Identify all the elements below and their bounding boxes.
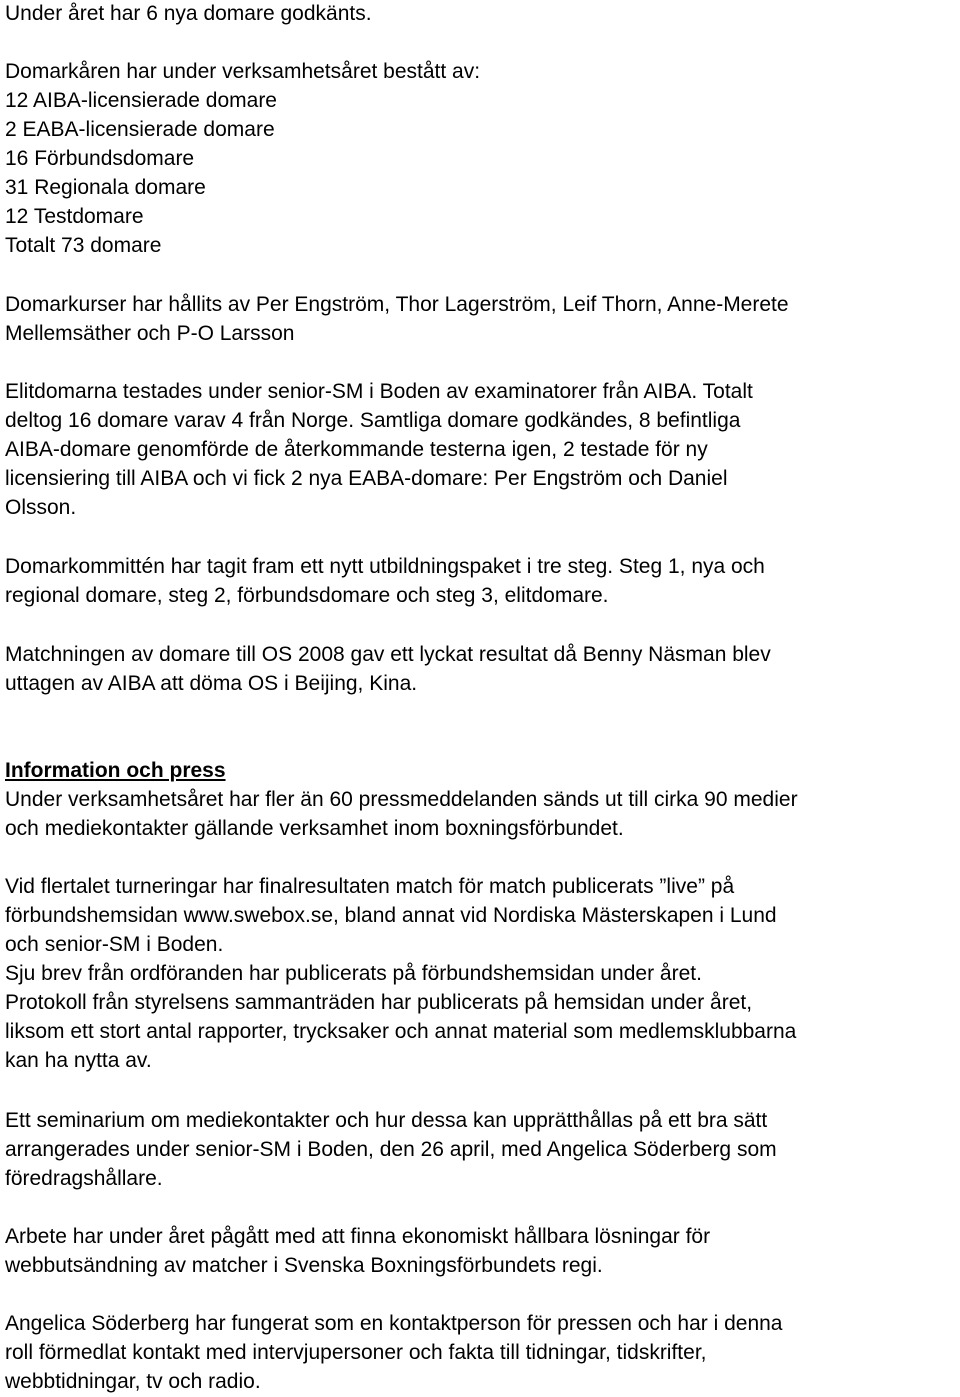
list-item: Totalt 73 domare xyxy=(5,234,162,257)
text-line: och mediekontakter gällande verksamhet inom boxningsförbundet. xyxy=(5,817,624,840)
olympics-paragraph xyxy=(5,640,960,698)
text-line: roll förmedlat kontakt med intervjupersoner och fakta till tidningar, tidskrifter, xyxy=(5,1341,707,1364)
text-line: Domarkommittén har tagit fram ett nytt utbildningspaket i tre steg. Steg 1, nya och xyxy=(5,555,765,578)
text-line: föredragshållare. xyxy=(5,1167,163,1190)
text-line: Under året har 6 nya domare godkänts. xyxy=(5,2,372,25)
text-line: liksom ett stort antal rapporter, trycksaker och annat material som medlemsklubbarna xyxy=(5,1020,797,1043)
contact-paragraph xyxy=(5,1309,960,1396)
text-line: Angelica Söderberg har fungerat som en kontaktperson för pressen och har i denna xyxy=(5,1312,783,1335)
text-line: deltog 16 domare varav 4 från Norge. Samtliga domare godkändes, 8 befintliga xyxy=(5,409,741,432)
text-line: Vid flertalet turneringar har finalresultaten match för match publicerats ”live” på xyxy=(5,875,735,898)
section-heading: Information och press xyxy=(5,759,226,782)
text-line: Ett seminarium om mediekontakter och hur dessa kan upprätthållas på ett bra sätt xyxy=(5,1109,768,1132)
text-line: Protokoll från styrelsens sammanträden har publicerats på hemsidan under året, xyxy=(5,991,753,1014)
text-line: kan ha nytta av. xyxy=(5,1049,152,1072)
text-line: uttagen av AIBA att döma OS i Beijing, Kina. xyxy=(5,672,418,695)
list-item: 31 Regionala domare xyxy=(5,176,206,199)
text-line: Olsson. xyxy=(5,496,77,519)
text-line: regional domare, steg 2, förbundsdomare och steg 3, elitdomare. xyxy=(5,584,609,607)
seminar-paragraph xyxy=(5,1106,960,1193)
webcast-paragraph xyxy=(5,1222,960,1280)
text-line: Elitdomarna testades under senior-SM i Boden av examinatorer från AIBA. Totalt xyxy=(5,380,753,403)
elite-paragraph xyxy=(5,377,960,522)
info-press-section xyxy=(5,756,960,843)
text-line: Under verksamhetsåret har fler än 60 pressmeddelanden sänds ut till cirka 90 medier xyxy=(5,788,798,811)
courses-paragraph xyxy=(5,290,960,348)
referee-corps-list xyxy=(5,57,960,260)
text-line: Arbete har under året pågått med att finna ekonomiskt hållbara lösningar för xyxy=(5,1225,711,1248)
text-line: Matchningen av domare till OS 2008 gav ett lyckat resultat då Benny Näsman blev xyxy=(5,643,771,666)
intro-paragraph xyxy=(5,0,960,28)
list-item: 12 Testdomare xyxy=(5,205,144,228)
text-line: AIBA-domare genomförde de återkommande testerna igen, 2 testade för ny xyxy=(5,438,708,461)
list-item: 12 AIBA-licensierade domare xyxy=(5,89,277,112)
text-line: förbundshemsidan www.swebox.se, bland annat vid Nordiska Mästerskapen i Lund xyxy=(5,904,777,927)
text-line: och senior-SM i Boden. xyxy=(5,933,224,956)
list-lead: Domarkåren har under verksamhetsåret bestått av: xyxy=(5,60,481,83)
text-line: webbutsändning av matcher i Svenska Boxningsförbundets regi. xyxy=(5,1254,603,1277)
publications-paragraph xyxy=(5,872,960,1075)
list-item: 2 EABA-licensierade domare xyxy=(5,118,275,141)
education-paragraph xyxy=(5,552,960,610)
text-line: Domarkurser har hållits av Per Engström, Thor Lagerström, Leif Thorn, Anne-Merete xyxy=(5,293,789,316)
text-line: licensiering till AIBA och vi fick 2 nya EABA-domare: Per Engström och Daniel xyxy=(5,467,728,490)
text-line: arrangerades under senior-SM i Boden, den 26 april, med Angelica Söderberg som xyxy=(5,1138,777,1161)
text-line: Sju brev från ordföranden har publicerats på förbundshemsidan under året. xyxy=(5,962,702,985)
list-item: 16 Förbundsdomare xyxy=(5,147,195,170)
text-line: webbtidningar, tv och radio. xyxy=(5,1370,261,1393)
text-line: Mellemsäther och P-O Larsson xyxy=(5,322,295,345)
